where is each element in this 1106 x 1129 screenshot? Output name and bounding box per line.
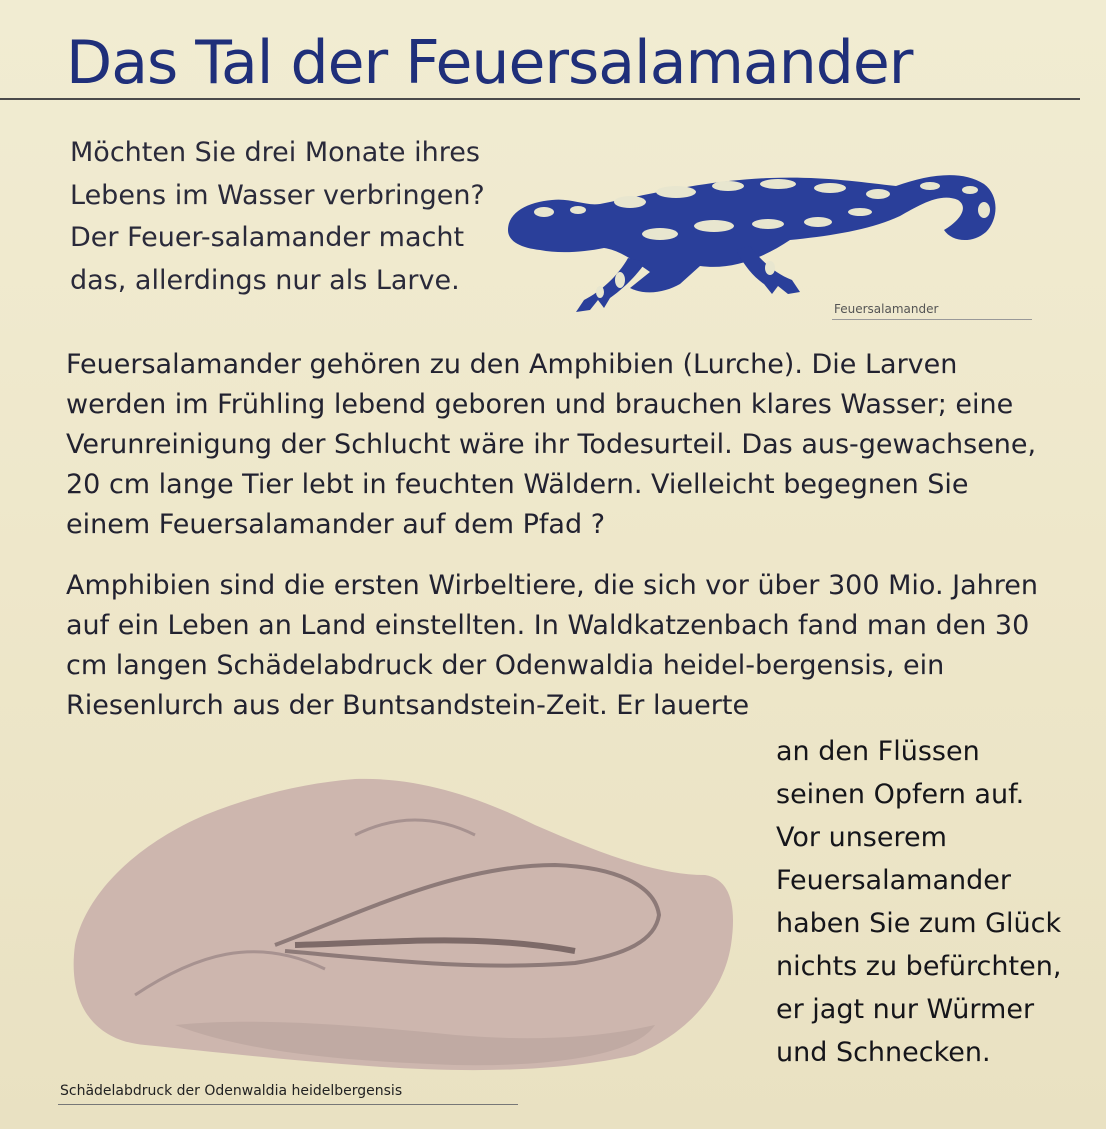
- salamander-caption-rule: [832, 319, 1032, 320]
- salamander-body: [508, 175, 996, 292]
- paragraph-amphibians: Feuersalamander gehören zu den Amphibien (Lurche). Die Larven werden im Frühling lebend geboren und brauchen klares Wasser; eine Verunreinigung der Schlucht wäre ihr Todesurteil. Das aus-gewachsene, 20 cm lange Tier lebt in feuchten Wäldern. Vielleicht begegnen Sie einem Feuersalamander auf dem Pfad ?: [66, 349, 1037, 540]
- salamander-caption: Feuersalamander: [834, 302, 939, 316]
- skull-fossil-image: [55, 755, 745, 1075]
- intro-text: Möchten Sie drei Monate ihres Lebens im Wasser verbringen? Der Feuer-salamander macht das, allerdings nur als Larve.: [70, 137, 485, 296]
- paragraph-fossil-continued: an den Flüssen seinen Opfern auf. Vor unserem Feuersalamander haben Sie zum Glück nichts zu befürchten, er jagt nur Würmer und Schnecken.: [776, 736, 1062, 1068]
- fossil-caption: Schädelabdruck der Odenwaldia heidelbergensis: [60, 1083, 403, 1099]
- fossil-stone: [74, 779, 733, 1070]
- salamander-illustration: [500, 150, 1010, 320]
- paragraph-fossil: Amphibien sind die ersten Wirbeltiere, die sich vor über 300 Mio. Jahren auf ein Leben an Land einstellten. In Waldkatzenbach fand man den 30 cm langen Schädelabdruck der Odenwaldia heidel-bergensis, ein Riesenlurch aus der Buntsandstein-Zeit. Er lauerte: [66, 570, 1038, 721]
- title-divider: [0, 98, 1080, 100]
- page-title: Das Tal der Feuersalamander: [66, 28, 913, 98]
- fossil-caption-rule: [58, 1104, 518, 1105]
